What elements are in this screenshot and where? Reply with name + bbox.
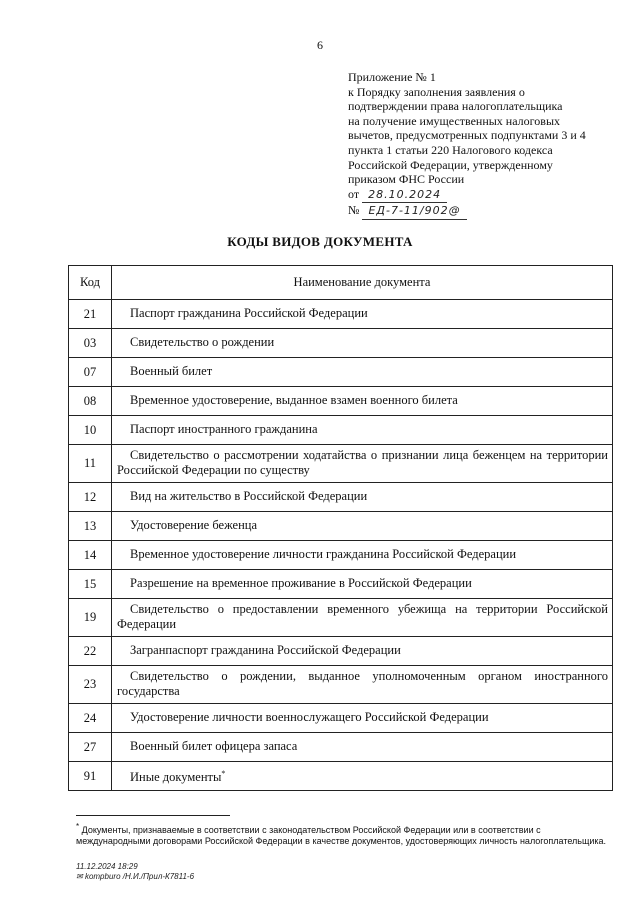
registry-stamp bbox=[76, 872, 194, 881]
appendix-line: пункта 1 статьи 220 Налогового кодекса bbox=[348, 142, 553, 157]
row-name-cell bbox=[112, 666, 613, 704]
row-name-cell bbox=[112, 733, 613, 762]
document-title: КОДЫ ВИДОВ ДОКУМЕНТА bbox=[227, 234, 413, 249]
row-code: 13 bbox=[69, 512, 112, 541]
row-name-cell bbox=[112, 637, 613, 666]
registry-text: kompburo /Н.И./Прил-К7811-6 bbox=[84, 872, 195, 881]
row-name-text: Паспорт гражданина Российской Федерации bbox=[130, 306, 368, 320]
row-code: 15 bbox=[69, 570, 112, 599]
table-row bbox=[69, 666, 613, 704]
row-name-text: Разрешение на временное проживание в Российской Федерации bbox=[130, 576, 472, 590]
table-body bbox=[69, 300, 613, 791]
row-code: 10 bbox=[69, 416, 112, 445]
appendix-line: вычетов, предусмотренных подпунктами 3 и 4 bbox=[348, 128, 586, 143]
row-name-cell bbox=[112, 387, 613, 416]
row-name bbox=[117, 666, 608, 703]
table-row bbox=[69, 637, 613, 666]
row-name-text: Иные документы bbox=[130, 770, 222, 785]
row-code: 91 bbox=[69, 762, 112, 791]
row-name-cell bbox=[112, 762, 613, 791]
row-name bbox=[117, 515, 608, 537]
row-name-cell bbox=[112, 512, 613, 541]
appendix-line: Приложение № 1 bbox=[348, 70, 436, 84]
footnote-text: Документы, признаваемые в соответствии с законодательством Российской Федерации или в соответствии с международными договорами Российской Федерации в качестве документов, удостоверяющих личность налогоплательщика. bbox=[76, 825, 607, 846]
date-prefix: от bbox=[348, 186, 360, 201]
row-code: 27 bbox=[69, 733, 112, 762]
row-name-text: Удостоверение личности военнослужащего Российской Федерации bbox=[130, 710, 489, 724]
table-row bbox=[69, 570, 613, 599]
row-name bbox=[117, 361, 608, 383]
appendix-line: к Порядку заполнения заявления о bbox=[348, 84, 525, 99]
row-name bbox=[117, 599, 608, 636]
appendix-line: подтверждении права налогоплательщика bbox=[348, 99, 563, 114]
row-code: 23 bbox=[69, 666, 112, 704]
row-name-cell bbox=[112, 483, 613, 512]
table-row bbox=[69, 483, 613, 512]
row-code: 21 bbox=[69, 300, 112, 329]
row-name-cell bbox=[112, 300, 613, 329]
row-name-cell bbox=[112, 445, 613, 483]
print-date: 11.12.2024 18:29 bbox=[76, 862, 138, 871]
appendix-line: приказом ФНС России bbox=[348, 172, 465, 187]
row-code: 07 bbox=[69, 358, 112, 387]
appendix-line: Российской Федерации, утвержденному bbox=[348, 157, 553, 172]
row-name-text: Свидетельство о рождении, выданное уполномоченным органом иностранного государства bbox=[117, 669, 608, 698]
row-name bbox=[117, 303, 608, 325]
row-name-cell bbox=[112, 358, 613, 387]
order-date-line bbox=[348, 187, 618, 204]
row-name bbox=[117, 390, 608, 412]
row-name-cell bbox=[112, 704, 613, 733]
table-row bbox=[69, 445, 613, 483]
row-name bbox=[117, 445, 608, 482]
row-name-cell bbox=[112, 416, 613, 445]
row-name bbox=[117, 707, 608, 729]
footnote bbox=[76, 821, 616, 847]
row-code: 12 bbox=[69, 483, 112, 512]
number-prefix: № bbox=[348, 203, 360, 218]
row-name-cell bbox=[112, 570, 613, 599]
row-name-text: Загранпаспорт гражданина Российской Федерации bbox=[130, 643, 401, 657]
row-name bbox=[117, 573, 608, 595]
table-row bbox=[69, 300, 613, 329]
order-date-handwritten: 28.10.2024 bbox=[362, 188, 447, 204]
table-row bbox=[69, 387, 613, 416]
table-row bbox=[69, 512, 613, 541]
table-row bbox=[69, 416, 613, 445]
row-name bbox=[117, 332, 608, 354]
appendix-line: на получение имущественных налоговых bbox=[348, 113, 561, 128]
row-name-cell bbox=[112, 541, 613, 570]
row-code: 22 bbox=[69, 637, 112, 666]
table-row bbox=[69, 329, 613, 358]
row-name-text: Паспорт иностранного гражданина bbox=[130, 422, 318, 436]
order-number-line bbox=[348, 203, 618, 220]
row-code: 08 bbox=[69, 387, 112, 416]
table-row bbox=[69, 599, 613, 637]
document-codes-table bbox=[68, 265, 613, 791]
row-name-cell bbox=[112, 599, 613, 637]
table-row bbox=[69, 762, 613, 791]
table-row bbox=[69, 704, 613, 733]
row-name-cell bbox=[112, 329, 613, 358]
table-row bbox=[69, 358, 613, 387]
row-name-text: Временное удостоверение, выданное взамен военного билета bbox=[130, 393, 458, 407]
table-row bbox=[69, 541, 613, 570]
header-code: Код bbox=[69, 266, 112, 300]
row-name bbox=[117, 419, 608, 441]
row-name-text: Свидетельство о рассмотрении ходатайства о признании лица беженцем на территории Российской Федерации по существу bbox=[117, 448, 608, 477]
row-name bbox=[117, 763, 608, 789]
row-name bbox=[117, 736, 608, 758]
order-number-handwritten: ЕД-7-11/902@ bbox=[362, 204, 466, 220]
appendix-header bbox=[348, 70, 618, 220]
row-footnote-mark: * bbox=[221, 768, 226, 778]
row-name-text: Военный билет офицера запаса bbox=[130, 739, 298, 753]
row-name-text: Свидетельство о предоставлении временного убежища на территории Российской Федерации bbox=[117, 602, 608, 631]
row-name-text: Свидетельство о рождении bbox=[130, 335, 275, 349]
row-code: 11 bbox=[69, 445, 112, 483]
row-code: 03 bbox=[69, 329, 112, 358]
page-number: 6 bbox=[317, 38, 323, 52]
row-code: 19 bbox=[69, 599, 112, 637]
row-name-text: Временное удостоверение личности гражданина Российской Федерации bbox=[130, 547, 517, 561]
table-row bbox=[69, 733, 613, 762]
row-name bbox=[117, 544, 608, 566]
registry-icon: ✉ bbox=[76, 872, 83, 881]
row-name bbox=[117, 486, 608, 508]
footnote-divider bbox=[76, 815, 230, 816]
header-name: Наименование документа bbox=[112, 266, 613, 300]
table-header-row bbox=[69, 266, 613, 300]
row-code: 14 bbox=[69, 541, 112, 570]
row-code: 24 bbox=[69, 704, 112, 733]
row-name-text: Удостоверение беженца bbox=[130, 518, 258, 532]
row-name-text: Военный билет bbox=[130, 364, 213, 378]
footnote-mark: * bbox=[76, 822, 80, 831]
row-name-text: Вид на жительство в Российской Федерации bbox=[130, 489, 368, 503]
row-name bbox=[117, 640, 608, 662]
